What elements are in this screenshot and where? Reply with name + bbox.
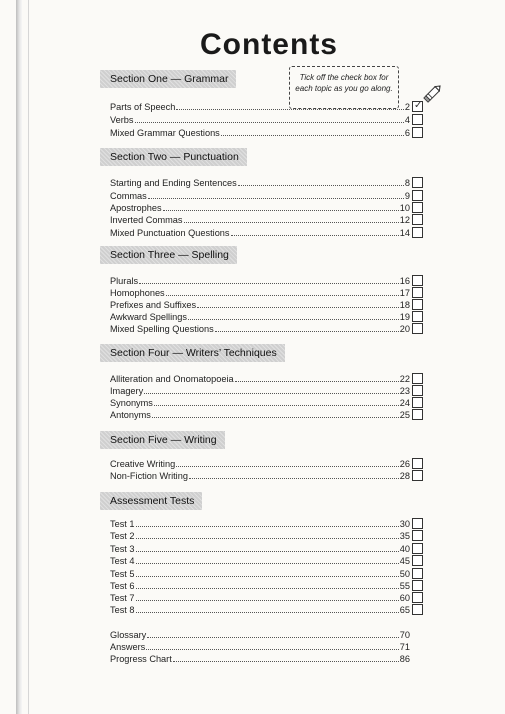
dot-leader bbox=[215, 330, 399, 332]
toc-page-number: 2 bbox=[404, 102, 410, 112]
checkbox[interactable] bbox=[412, 214, 423, 225]
dot-leader bbox=[139, 282, 399, 284]
pencil-icon bbox=[422, 82, 444, 104]
checkbox[interactable] bbox=[412, 287, 423, 298]
toc-page-number: 19 bbox=[399, 312, 410, 322]
toc-label: Progress Chart bbox=[110, 654, 172, 664]
checkbox[interactable] bbox=[412, 190, 423, 201]
dot-leader bbox=[136, 599, 399, 601]
toc-page-number: 25 bbox=[399, 410, 410, 420]
toc-label: Imagery bbox=[110, 386, 144, 396]
dot-leader bbox=[136, 525, 399, 527]
checkbox[interactable] bbox=[412, 543, 423, 554]
toc-row[interactable] bbox=[110, 127, 410, 139]
checkbox[interactable] bbox=[412, 604, 423, 615]
checkbox[interactable] bbox=[412, 323, 423, 334]
toc-label: Test 3 bbox=[110, 544, 135, 554]
toc-row[interactable] bbox=[110, 287, 410, 299]
toc-row[interactable] bbox=[110, 177, 410, 189]
toc-row[interactable] bbox=[110, 214, 410, 226]
toc-label: Mixed Punctuation Questions bbox=[110, 228, 230, 238]
toc-row[interactable] bbox=[110, 101, 410, 113]
checkbox[interactable] bbox=[412, 555, 423, 566]
dot-leader bbox=[173, 660, 399, 662]
section-header-writers-techniques: Section Four — Writers’ Techniques bbox=[100, 344, 285, 362]
checkbox[interactable] bbox=[412, 311, 423, 322]
dot-leader bbox=[176, 465, 399, 467]
toc-label: Antonyms bbox=[110, 410, 151, 420]
toc-row[interactable] bbox=[110, 227, 410, 239]
toc-label: Test 5 bbox=[110, 569, 135, 579]
toc-row[interactable] bbox=[110, 202, 410, 214]
checkbox[interactable] bbox=[412, 373, 423, 384]
checkbox[interactable] bbox=[412, 568, 423, 579]
toc-row[interactable] bbox=[110, 373, 410, 385]
dot-leader bbox=[136, 611, 399, 613]
toc-label: Test 2 bbox=[110, 531, 135, 541]
toc-row[interactable] bbox=[110, 385, 410, 397]
toc-label: Test 1 bbox=[110, 519, 135, 529]
toc-label: Test 8 bbox=[110, 605, 135, 615]
toc-label: Non-Fiction Writing bbox=[110, 471, 188, 481]
toc-label: Awkward Spellings bbox=[110, 312, 187, 322]
section-header-writing: Section Five — Writing bbox=[100, 431, 225, 449]
dot-leader bbox=[238, 184, 404, 186]
checkbox[interactable] bbox=[412, 202, 423, 213]
dot-leader bbox=[154, 404, 399, 406]
toc-page-number: 26 bbox=[399, 459, 410, 469]
dot-leader bbox=[148, 197, 404, 199]
toc-page-number: 45 bbox=[399, 556, 410, 566]
toc-page-number: 16 bbox=[399, 276, 410, 286]
toc-page-number: 17 bbox=[399, 288, 410, 298]
dot-leader bbox=[136, 550, 399, 552]
toc-page-number: 14 bbox=[399, 228, 410, 238]
checkbox[interactable] bbox=[412, 299, 423, 310]
toc-page-number: 28 bbox=[399, 471, 410, 481]
toc-label: Inverted Commas bbox=[110, 215, 183, 225]
checkbox[interactable] bbox=[412, 518, 423, 529]
toc-page-number: 18 bbox=[399, 300, 410, 310]
dot-leader bbox=[136, 575, 399, 577]
toc-row[interactable] bbox=[110, 409, 410, 421]
toc-label: Test 7 bbox=[110, 593, 135, 603]
toc-row[interactable] bbox=[110, 323, 410, 335]
toc-label: Creative Writing bbox=[110, 459, 176, 469]
toc-row[interactable] bbox=[110, 568, 410, 580]
section-header-grammar: Section One — Grammar bbox=[100, 70, 236, 88]
toc-page-number: 35 bbox=[399, 531, 410, 541]
toc-row[interactable] bbox=[110, 641, 410, 653]
dot-leader bbox=[163, 209, 399, 211]
toc-page-number: 86 bbox=[399, 654, 410, 664]
section-header-spelling: Section Three — Spelling bbox=[100, 246, 237, 264]
section-header-punctuation: Section Two — Punctuation bbox=[100, 148, 247, 166]
toc-label: Commas bbox=[110, 191, 147, 201]
toc-label: Glossary bbox=[110, 630, 147, 640]
toc-row[interactable] bbox=[110, 458, 410, 470]
toc-page-number: 55 bbox=[399, 581, 410, 591]
dot-leader bbox=[144, 392, 399, 394]
checkbox[interactable] bbox=[412, 275, 423, 286]
toc-page-number: 24 bbox=[399, 398, 410, 408]
toc-row[interactable] bbox=[110, 299, 410, 311]
toc-page-number: 12 bbox=[399, 215, 410, 225]
checkbox[interactable] bbox=[412, 101, 423, 112]
toc-page-number: 50 bbox=[399, 569, 410, 579]
toc-page-number: 8 bbox=[404, 178, 410, 188]
checkmark-icon: ✓ bbox=[414, 100, 423, 111]
section-header-assessment-tests: Assessment Tests bbox=[100, 492, 202, 510]
page-binding-line bbox=[28, 0, 29, 714]
toc-page-number: 30 bbox=[399, 519, 410, 529]
toc-label: Alliteration and Onomatopoeia bbox=[110, 374, 234, 384]
dot-leader bbox=[197, 306, 399, 308]
toc-page-number: 22 bbox=[399, 374, 410, 384]
dot-leader bbox=[135, 121, 404, 123]
toc-page-number: 60 bbox=[399, 593, 410, 603]
dot-leader bbox=[147, 636, 399, 638]
checkbox[interactable] bbox=[412, 409, 423, 420]
dot-leader bbox=[221, 134, 404, 136]
toc-page-number: 71 bbox=[399, 642, 410, 652]
toc-row[interactable] bbox=[110, 604, 410, 616]
toc-row[interactable] bbox=[110, 592, 410, 604]
checkbox[interactable] bbox=[412, 470, 423, 481]
dot-leader bbox=[152, 416, 399, 418]
toc-label: Answers bbox=[110, 642, 146, 652]
toc-label: Test 6 bbox=[110, 581, 135, 591]
toc-row[interactable] bbox=[110, 190, 410, 202]
checkbox[interactable] bbox=[412, 127, 423, 138]
toc-row[interactable] bbox=[110, 580, 410, 592]
toc-label: Prefixes and Suffixes bbox=[110, 300, 197, 310]
toc-row[interactable] bbox=[110, 629, 410, 641]
toc-row[interactable] bbox=[110, 518, 410, 530]
toc-label: Verbs bbox=[110, 115, 134, 125]
toc-page-number: 6 bbox=[404, 128, 410, 138]
toc-row[interactable] bbox=[110, 397, 410, 409]
checkbox[interactable] bbox=[412, 458, 423, 469]
dot-leader bbox=[231, 234, 399, 236]
dot-leader bbox=[146, 648, 399, 650]
dot-leader bbox=[189, 477, 399, 479]
checkbox[interactable] bbox=[412, 397, 423, 408]
toc-page-number: 10 bbox=[399, 203, 410, 213]
toc-row[interactable] bbox=[110, 311, 410, 323]
dot-leader bbox=[166, 294, 399, 296]
toc-page-number: 9 bbox=[404, 191, 410, 201]
toc-label: Synonyms bbox=[110, 398, 153, 408]
tick-note-line-1: Tick off the check box for bbox=[299, 73, 389, 82]
toc-page-number: 40 bbox=[399, 544, 410, 554]
toc-label: Test 4 bbox=[110, 556, 135, 566]
toc-label: Plurals bbox=[110, 276, 139, 286]
toc-label: Mixed Grammar Questions bbox=[110, 128, 220, 138]
toc-row[interactable] bbox=[110, 530, 410, 542]
dot-leader bbox=[184, 221, 399, 223]
toc-row[interactable] bbox=[110, 275, 410, 287]
checkbox[interactable] bbox=[412, 227, 423, 238]
dot-leader bbox=[136, 587, 399, 589]
checkbox[interactable] bbox=[412, 114, 423, 125]
checkbox[interactable] bbox=[412, 592, 423, 603]
toc-row[interactable] bbox=[110, 114, 410, 126]
toc-label: Mixed Spelling Questions bbox=[110, 324, 214, 334]
toc-page-number: 4 bbox=[404, 115, 410, 125]
dot-leader bbox=[136, 562, 399, 564]
toc-label: Parts of Speech bbox=[110, 102, 176, 112]
checkbox[interactable] bbox=[412, 530, 423, 541]
toc-page-number: 70 bbox=[399, 630, 410, 640]
toc-page-number: 20 bbox=[399, 324, 410, 334]
toc-row[interactable] bbox=[110, 470, 410, 482]
checkbox[interactable] bbox=[412, 580, 423, 591]
dot-leader bbox=[176, 108, 404, 110]
toc-page-number: 23 bbox=[399, 386, 410, 396]
toc-row[interactable] bbox=[110, 543, 410, 555]
toc-row[interactable] bbox=[110, 555, 410, 567]
toc-label: Homophones bbox=[110, 288, 165, 298]
checkbox[interactable] bbox=[412, 177, 423, 188]
checkbox[interactable] bbox=[412, 385, 423, 396]
page-title: Contents bbox=[200, 28, 338, 61]
toc-label: Starting and Ending Sentences bbox=[110, 178, 237, 188]
dot-leader bbox=[235, 380, 399, 382]
toc-label: Apostrophes bbox=[110, 203, 162, 213]
toc-page-number: 65 bbox=[399, 605, 410, 615]
tick-note-line-2: each topic as you go along. bbox=[295, 84, 393, 93]
page-binding-edge bbox=[16, 0, 22, 714]
toc-row[interactable] bbox=[110, 653, 410, 665]
dot-leader bbox=[188, 318, 399, 320]
dot-leader bbox=[136, 537, 399, 539]
